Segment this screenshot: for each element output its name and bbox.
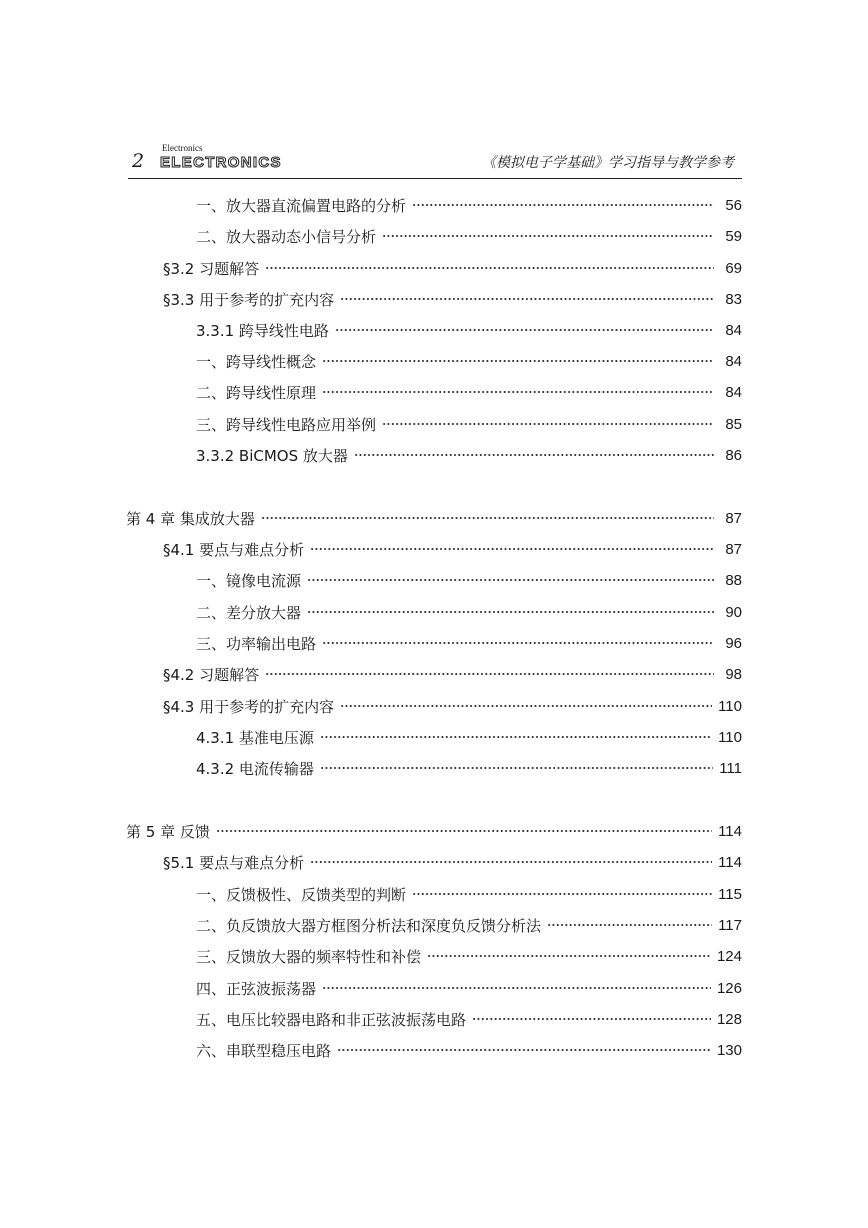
toc-page: 128 <box>716 1010 742 1028</box>
leader-dots <box>335 324 714 336</box>
leader-dots <box>261 512 714 524</box>
toc-entry[interactable] <box>196 192 742 218</box>
toc-label: 一、反馈极性、反馈类型的判断 <box>196 885 407 904</box>
toc-page: 114 <box>718 853 742 871</box>
leader-dots <box>310 856 712 868</box>
toc-page: 83 <box>725 290 742 308</box>
toc-entry[interactable] <box>196 1006 742 1032</box>
toc-label: 二、跨导线性原理 <box>196 383 317 402</box>
toc-label: 第 4 章 集成放大器 <box>126 509 255 528</box>
leader-dots <box>427 950 711 962</box>
toc-label: 二、放大器动态小信号分析 <box>196 227 377 246</box>
toc-page: 126 <box>716 979 742 997</box>
toc-page: 96 <box>725 634 742 652</box>
toc-chapter[interactable] <box>126 505 742 531</box>
leader-dots <box>340 293 714 305</box>
toc-label: §4.1 要点与难点分析 <box>163 540 305 559</box>
toc-page: 117 <box>718 916 742 934</box>
toc-page: 124 <box>716 947 742 965</box>
leader-dots <box>472 1013 711 1025</box>
toc-page: 98 <box>725 665 742 683</box>
toc-entry[interactable] <box>196 943 742 969</box>
toc-entry[interactable] <box>196 442 742 468</box>
toc-entry[interactable] <box>196 223 742 249</box>
toc-label: 三、功率输出电路 <box>196 634 317 653</box>
toc-page: 56 <box>725 196 742 214</box>
toc-entry[interactable] <box>196 1037 742 1063</box>
toc-entry[interactable] <box>196 755 742 781</box>
toc-page: 110 <box>718 697 742 715</box>
toc-page: 110 <box>718 728 742 746</box>
leader-dots <box>322 355 714 367</box>
leader-dots <box>322 982 711 994</box>
toc-entry[interactable] <box>163 661 742 687</box>
toc-entry[interactable] <box>196 567 742 593</box>
toc-entry[interactable] <box>196 411 742 437</box>
toc-page: 115 <box>718 885 742 903</box>
leader-dots <box>322 637 714 649</box>
toc-label: 二、差分放大器 <box>196 603 302 622</box>
toc-label: 五、电压比较器电路和非正弦波振荡电路 <box>196 1010 467 1029</box>
toc-label: 一、镜像电流源 <box>196 571 302 590</box>
toc-label: 三、跨导线性电路应用举例 <box>196 415 377 434</box>
toc-entry[interactable] <box>196 975 742 1001</box>
leader-dots <box>320 731 712 743</box>
leader-dots <box>307 606 714 618</box>
toc-entry[interactable] <box>196 630 742 656</box>
brand-logo: ELECTRONICS <box>160 154 282 171</box>
toc-page: 111 <box>719 759 742 777</box>
toc-page: 88 <box>725 571 742 589</box>
toc-page: 87 <box>725 509 742 527</box>
leader-dots <box>320 762 713 774</box>
toc-label: 一、跨导线性概念 <box>196 352 317 371</box>
toc-label: 3.3.2 BiCMOS 放大器 <box>196 446 348 465</box>
leader-dots <box>307 574 714 586</box>
toc-label: 四、正弦波振荡器 <box>196 979 317 998</box>
toc-label: 3.3.1 跨导线性电路 <box>196 321 329 340</box>
toc-entry[interactable] <box>163 255 742 281</box>
toc-chapter[interactable] <box>126 818 742 844</box>
leader-dots <box>322 386 714 398</box>
toc-page: 114 <box>718 822 742 840</box>
toc-label: 第 5 章 反馈 <box>126 822 210 841</box>
toc-page: 59 <box>725 227 742 245</box>
book-title: 《模拟电子学基础》学习指导与教学参考 <box>482 155 734 171</box>
leader-dots <box>310 543 714 555</box>
toc-label: 4.3.2 电流传输器 <box>196 759 314 778</box>
toc-entry[interactable] <box>196 912 742 938</box>
page-number: 2 <box>132 150 145 172</box>
toc-page: 130 <box>716 1041 742 1059</box>
toc-entry[interactable] <box>163 286 742 312</box>
toc-label: §3.3 用于参考的扩充内容 <box>163 290 335 309</box>
toc-entry[interactable] <box>196 317 742 343</box>
toc-entry[interactable] <box>196 379 742 405</box>
leader-dots <box>265 668 714 680</box>
toc-label: §4.3 用于参考的扩充内容 <box>163 697 335 716</box>
leader-dots <box>337 1044 711 1056</box>
leader-dots <box>265 262 714 274</box>
toc-entry[interactable] <box>163 849 742 875</box>
toc-entry[interactable] <box>163 536 742 562</box>
toc-label: 三、反馈放大器的频率特性和补偿 <box>196 947 422 966</box>
toc-label: §4.2 习题解答 <box>163 665 260 684</box>
toc-page: 84 <box>725 321 742 339</box>
toc-page: 84 <box>725 383 742 401</box>
toc-page: 84 <box>725 352 742 370</box>
leader-dots <box>340 700 712 712</box>
leader-dots <box>547 919 712 931</box>
toc-label: §3.2 习题解答 <box>163 259 260 278</box>
toc-page: 69 <box>725 259 742 277</box>
toc-page: 87 <box>725 540 742 558</box>
running-header <box>128 140 742 179</box>
toc-label: 六、串联型稳压电路 <box>196 1041 332 1060</box>
toc-label: 二、负反馈放大器方框图分析法和深度负反馈分析法 <box>196 916 542 935</box>
toc-page: 85 <box>725 415 742 433</box>
leader-dots <box>354 449 714 461</box>
toc-label: §5.1 要点与难点分析 <box>163 853 305 872</box>
toc-entry[interactable] <box>196 881 742 907</box>
toc-label: 一、放大器直流偏置电路的分析 <box>196 196 407 215</box>
leader-dots <box>412 888 712 900</box>
toc-entry[interactable] <box>196 724 742 750</box>
leader-dots <box>412 199 714 211</box>
toc-page: 86 <box>725 446 742 464</box>
toc-page: 90 <box>725 603 742 621</box>
toc-label: 4.3.1 基准电压源 <box>196 728 314 747</box>
toc-entry[interactable] <box>196 599 742 625</box>
toc-entry[interactable] <box>163 693 742 719</box>
leader-dots <box>382 418 714 430</box>
leader-dots <box>216 825 712 837</box>
brand-caption: Electronics <box>162 143 203 153</box>
toc-entry[interactable] <box>196 348 742 374</box>
leader-dots <box>382 230 714 242</box>
